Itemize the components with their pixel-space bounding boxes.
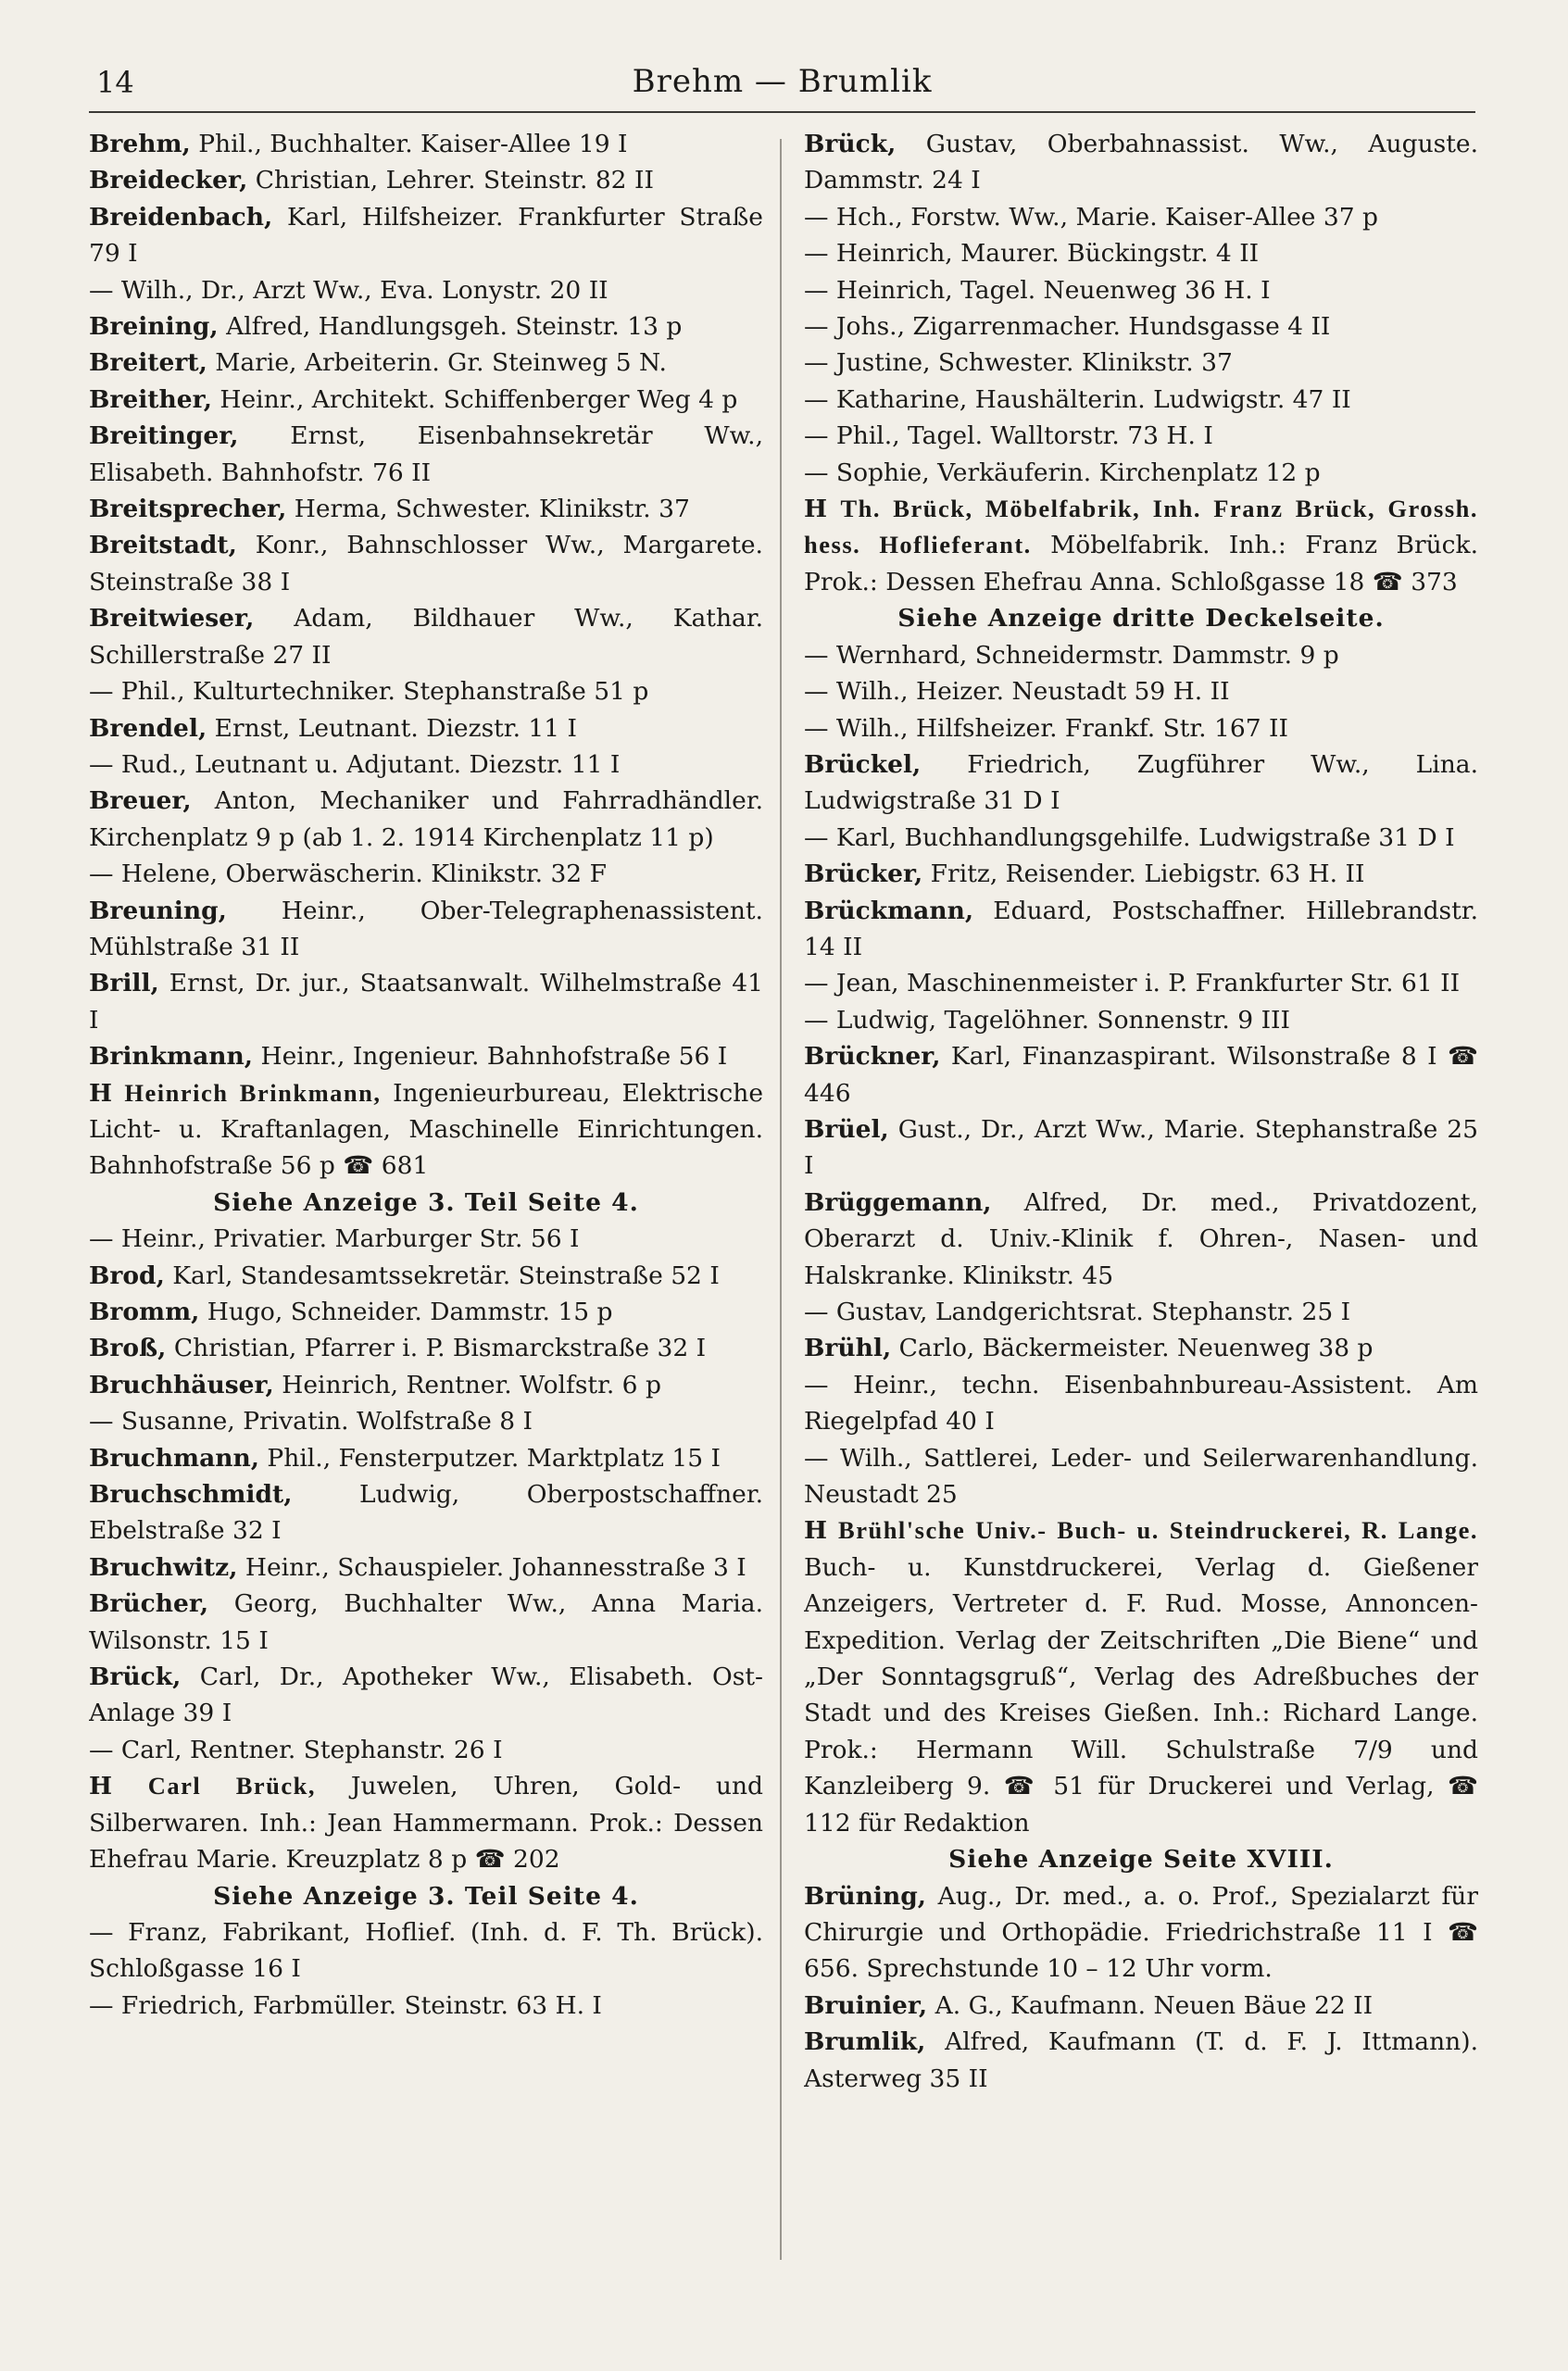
entry-details: Gustav, Oberbahnassist. Ww., Auguste. Dammstr. 24 I (804, 130, 1478, 195)
entry-details: Herma, Schwester. Klinikstr. 37 (286, 495, 690, 524)
entry-details: — Phil., Tagel. Walltorstr. 73 H. I (804, 421, 1213, 451)
entry-details: — Katharine, Haushälterin. Ludwigstr. 47 II (804, 384, 1351, 414)
entry-surname: Breidecker, (89, 166, 248, 195)
entry-details: — Johs., Zigarrenmacher. Hundsgasse 4 II (804, 312, 1331, 342)
firm-name: Heinrich Brinkmann, (124, 1078, 382, 1107)
entry-details: Fritz, Reisender. Liebigstr. 63 H. II (922, 859, 1365, 889)
entry-details: — Hch., Forstw. Ww., Marie. Kaiser-Allee 37 p (804, 202, 1379, 232)
entry-details: Christian, Pfarrer i. P. Bismarckstraße 32 I (166, 1334, 707, 1363)
entry-surname: Breidenbach, (89, 202, 273, 232)
ad-reference-note: Siehe Anzeige Seite XVIII. (948, 1845, 1334, 1875)
firm-entry (804, 1512, 1478, 1841)
right-column (804, 126, 1478, 2330)
directory-entry (804, 965, 1478, 1001)
directory-entry (804, 455, 1478, 491)
entry-details: Heinr., Ingenieur. Bahnhofstraße 56 I (253, 1042, 728, 1072)
entry-details: Karl, Standesamtssekretär. Steinstraße 52 I (164, 1261, 720, 1290)
entry-surname: Bromm, (89, 1298, 200, 1326)
directory-entry (89, 491, 763, 527)
entry-details: Ludwig, Oberpostschaffner. Ebelstraße 32 I (89, 1480, 763, 1546)
entry-surname: Breitsprecher, (89, 495, 287, 524)
entry-surname: Brüel, (804, 1114, 889, 1144)
directory-entry (804, 345, 1478, 381)
entry-details: Ingenieurbureau, Elektrische Licht- u. Kraftanlagen, Maschinelle Einrichtungen. Bahnhofstraße 56 p ☎ 681 (89, 1078, 763, 1181)
firm-entry (804, 491, 1478, 600)
entry-details: — Wilh., Sattlerei, Leder- und Seilerwarenhandlung. Neustadt 25 (804, 1443, 1478, 1510)
directory-entry (89, 893, 763, 966)
directory-entry (89, 1988, 763, 2024)
entry-surname: Brinkmann, (89, 1042, 254, 1072)
entry-surname: Brumlik, (804, 2027, 926, 2057)
entry-details: Karl, Finanzaspirant. Wilsonstraße 8 I ☎ 446 (804, 1042, 1478, 1108)
entry-surname: Broß, (89, 1334, 167, 1363)
entry-details: Alfred, Kaufmann (T. d. F. J. Ittmann). Asterweg 35 II (804, 2027, 1478, 2093)
entry-details: Gust., Dr., Arzt Ww., Marie. Stephanstraße 25 I (804, 1114, 1478, 1181)
entry-surname: H (804, 1516, 839, 1546)
directory-entry (804, 637, 1478, 673)
directory-entry (804, 126, 1478, 199)
directory-entry (804, 746, 1478, 820)
directory-entry (89, 1914, 763, 1988)
entry-details: Juwelen, Uhren, Gold- und Silberwaren. Inh.: Jean Hammermann. Prok.: Dessen Ehefrau Marie. Kreuzplatz 8 p ☎ 202 (89, 1772, 763, 1875)
entry-details: Konr., Bahnschlosser Ww., Margarete. Steinstraße 38 I (89, 531, 763, 596)
entry-details: — Heinr., techn. Eisenbahnbureau-Assistent. Am Riegelpfad 40 I (804, 1370, 1478, 1436)
entry-surname: Bruinier, (804, 1990, 928, 2020)
directory-entry (804, 418, 1478, 454)
directory-entry (89, 345, 763, 381)
entry-surname: Brehm, (89, 130, 191, 158)
directory-entry (89, 600, 763, 673)
entry-details: — Rud., Leutnant u. Adjutant. Diezstr. 11 I (89, 749, 621, 779)
entry-surname: Brücker, (804, 859, 923, 889)
directory-entry (89, 1586, 763, 1659)
entry-details: Christian, Lehrer. Steinstr. 82 II (247, 166, 654, 195)
entry-details: Buch- u. Kunstdruckerei, Verlag d. Gießener Anzeigers, Vertreter d. F. Rud. Mosse, Annoncen-Expedition. Verlag der Zeitschriften „Die Biene“ und „Der Sonntagsgruß“, Verlag des Adreßbuches der Stadt und des Kreises Gießen. Inh.: Richard Lange. Prok.: Hermann Will. Schulstraße 7/9 und Kanzleiberg 9. ☎ 51 für Druckerei und Verlag, ☎ 112 für Redaktion (804, 1552, 1478, 1838)
entry-details: Anton, Mechaniker und Fahrradhändler. Kirchenplatz 9 p (ab 1. 2. 1914 Kirchenplatz 11 p) (89, 786, 763, 852)
entry-details: Heinr., Architekt. Schiffenberger Weg 4 p (211, 384, 738, 414)
entry-details: — Ludwig, Tagelöhner. Sonnenstr. 9 III (804, 1005, 1290, 1035)
entry-surname: Bruchhäuser, (89, 1370, 274, 1399)
entry-details: A. G., Kaufmann. Neuen Bäue 22 II (927, 1990, 1374, 2020)
entry-surname: Brendel, (89, 713, 207, 743)
ad-reference-note: Siehe Anzeige 3. Teil Seite 4. (213, 1187, 639, 1217)
running-title: Brehm — Brumlik (632, 63, 933, 100)
entry-surname: Breuning, (89, 896, 227, 925)
page-number: 14 (96, 65, 134, 100)
entry-details: — Sophie, Verkäuferin. Kirchenplatz 12 p (804, 458, 1321, 487)
entry-surname: Brühl, (804, 1334, 892, 1363)
entry-details: Georg, Buchhalter Ww., Anna Maria. Wilsonstr. 15 I (89, 1589, 763, 1655)
directory-entry (804, 1111, 1478, 1185)
firm-name: Th. Brück, Möbelfabrik, Inh. Franz Brück, Grossh. hess. Hoflieferant. (804, 495, 1478, 559)
directory-entry (804, 673, 1478, 709)
directory-entry (804, 308, 1478, 345)
entry-details: — Susanne, Privatin. Wolfstraße 8 I (89, 1407, 533, 1436)
directory-entry (89, 746, 763, 783)
entry-surname: Brückmann, (804, 896, 974, 925)
directory-entry (804, 1988, 1478, 2024)
directory-entry (804, 1038, 1478, 1111)
entry-details: Heinrich, Rentner. Wolfstr. 6 p (273, 1370, 661, 1399)
directory-entry (89, 1549, 763, 1586)
directory-entry (804, 1294, 1478, 1330)
firm-entry (89, 1075, 763, 1185)
directory-entry (804, 1367, 1478, 1440)
entry-details: — Heinrich, Maurer. Bückingstr. 4 II (804, 239, 1260, 269)
firm-name: Carl Brück, (147, 1772, 317, 1800)
directory-entry (804, 1185, 1478, 1294)
entry-details: — Wilh., Dr., Arzt Ww., Eva. Lonystr. 20 II (89, 275, 608, 305)
entry-surname: Bruchschmidt, (89, 1480, 293, 1510)
directory-entry (89, 162, 763, 198)
entry-details: — Carl, Rentner. Stephanstr. 26 I (89, 1735, 503, 1764)
entry-surname: Breining, (89, 312, 219, 342)
entry-surname: Breuer, (89, 786, 192, 816)
directory-entry (89, 1367, 763, 1403)
entry-details: — Jean, Maschinenmeister i. P. Frankfurter Str. 61 II (804, 969, 1461, 998)
entry-surname: Brüggemann, (804, 1187, 992, 1217)
entry-details: Marie, Arbeiterin. Gr. Steinweg 5 N. (207, 348, 667, 378)
directory-entry (89, 1038, 763, 1074)
directory-entry (804, 820, 1478, 856)
entry-details: Hugo, Schneider. Dammstr. 15 p (199, 1298, 613, 1326)
entry-details: — Phil., Kulturtechniker. Stephanstraße 51 p (89, 677, 649, 707)
directory-entry (89, 673, 763, 709)
entry-details: Phil., Buchhalter. Kaiser-Allee 19 I (190, 130, 628, 158)
directory-entry (89, 1330, 763, 1366)
entry-surname: Brücher, (89, 1589, 209, 1619)
entry-details: Heinr., Schauspieler. Johannesstraße 3 I (237, 1552, 746, 1582)
directory-entry (89, 783, 763, 856)
directory-entry (804, 2024, 1478, 2097)
entry-surname: Brückner, (804, 1042, 941, 1072)
entry-surname: Bruchmann, (89, 1443, 259, 1473)
column-divider (780, 139, 782, 2260)
ad-reference-note: Siehe Anzeige dritte Deckelseite. (897, 604, 1385, 634)
entry-surname: H (89, 1078, 125, 1108)
directory-entry (804, 382, 1478, 418)
entry-details: Ernst, Leutnant. Diezstr. 11 I (207, 713, 578, 743)
directory-entry (89, 272, 763, 308)
directory-entry (804, 710, 1478, 746)
entry-details: Heinr., Ober-Telegraphenassistent. Mühlstraße 31 II (89, 896, 763, 961)
directory-entry (89, 710, 763, 746)
entry-details: Carlo, Bäckermeister. Neuenweg 38 p (891, 1334, 1374, 1363)
directory-entry (89, 1403, 763, 1439)
page-header (89, 59, 1475, 113)
directory-entry (804, 235, 1478, 271)
directory-entry (89, 527, 763, 600)
entry-details: Karl, Hilfsheizer. Frankfurter Straße 79 I (89, 202, 763, 269)
entry-surname: Breitinger, (89, 421, 239, 451)
entry-surname: Breitert, (89, 348, 207, 378)
entry-details: Aug., Dr. med., a. o. Prof., Spezialarzt für Chirurgie und Orthopädie. Friedrichstraße 11 I ☎ 656. Sprechstunde 10 – 12 Uhr vorm. (804, 1881, 1478, 1984)
directory-entry (89, 308, 763, 345)
directory-entry (804, 1002, 1478, 1038)
entry-details: Alfred, Dr. med., Privatdozent, Oberarzt d. Univ.-Klinik f. Ohren-, Nasen- und Halskranke. Klinikstr. 45 (804, 1187, 1478, 1290)
firm-name: Brühl'sche Univ.- Buch- u. Steindruckerei, R. Lange. (838, 1516, 1478, 1545)
entry-details: — Karl, Buchhandlungsgehilfe. Ludwigstraße 31 D I (804, 822, 1455, 852)
directory-entry (89, 199, 763, 272)
directory-entry (804, 199, 1478, 235)
entry-details: Eduard, Postschaffner. Hillebrandstr. 14 II (804, 896, 1478, 961)
entry-details: — Helene, Oberwäscherin. Klinikstr. 32 F (89, 859, 607, 889)
directory-entry (89, 1294, 763, 1330)
entry-details: — Heinr., Privatier. Marburger Str. 56 I (89, 1224, 580, 1254)
entry-details: — Heinrich, Tagel. Neuenweg 36 H. I (804, 275, 1271, 305)
directory-entry (89, 418, 763, 491)
directory-entry (89, 965, 763, 1038)
entry-surname: Breitstadt, (89, 531, 237, 560)
firm-entry (89, 1768, 763, 1877)
entry-details: Carl, Dr., Apotheker Ww., Elisabeth. Ost-Anlage 39 I (89, 1662, 763, 1728)
entry-details: Ernst, Dr. jur., Staatsanwalt. Wilhelmstraße 41 I (89, 969, 763, 1035)
entry-details: Phil., Fensterputzer. Marktplatz 15 I (259, 1443, 721, 1473)
entry-surname: Brück, (804, 130, 897, 158)
entry-surname: Brück, (89, 1662, 182, 1692)
entry-surname: Brüning, (804, 1881, 926, 1911)
entry-details: Alfred, Handlungsgeh. Steinstr. 13 p (218, 312, 683, 342)
entry-details: Adam, Bildhauer Ww., Kathar. Schillerstraße 27 II (89, 604, 763, 670)
directory-entry (804, 272, 1478, 308)
entry-surname: Brill, (89, 969, 159, 998)
entry-details: Möbelfabrik. Inh.: Franz Brück. Prok.: Dessen Ehefrau Anna. Schloßgasse 18 ☎ 373 (804, 531, 1478, 596)
directory-entry (804, 1440, 1478, 1513)
entry-details: Ernst, Eisenbahnsekretär Ww., Elisabeth. Bahnhofstr. 76 II (89, 421, 763, 487)
entry-details: — Gustav, Landgerichtsrat. Stephanstr. 25 I (804, 1298, 1351, 1326)
directory-entry (804, 1330, 1478, 1366)
entry-details: — Wilh., Hilfsheizer. Frankf. Str. 167 II (804, 713, 1288, 743)
entry-surname: H (89, 1772, 148, 1801)
entry-surname: Breither, (89, 384, 212, 414)
entry-details: — Wernhard, Schneidermstr. Dammstr. 9 p (804, 640, 1339, 670)
entry-details: — Franz, Fabrikant, Hoflief. (Inh. d. F. Th. Brück). Schloßgasse 16 I (89, 1917, 763, 1984)
directory-entry (89, 1659, 763, 1732)
directory-entry (89, 126, 763, 162)
directory-entry (89, 1732, 763, 1768)
left-column (89, 126, 763, 2330)
directory-entry (89, 1476, 763, 1549)
entry-surname: Brod, (89, 1261, 165, 1290)
directory-entry (89, 382, 763, 418)
entry-details: — Friedrich, Farbmüller. Steinstr. 63 H. I (89, 1990, 602, 2020)
directory-entry (89, 1258, 763, 1294)
ad-reference-note: Siehe Anzeige 3. Teil Seite 4. (213, 1881, 639, 1911)
directory-entry (804, 856, 1478, 892)
entry-surname: Brückel, (804, 749, 922, 779)
entry-details: — Justine, Schwester. Klinikstr. 37 (804, 348, 1233, 378)
entry-surname: Bruchwitz, (89, 1552, 238, 1582)
entry-surname: Breitwieser, (89, 604, 255, 634)
entry-surname: H (804, 495, 841, 524)
directory-entry (804, 1878, 1478, 1988)
entry-details: Friedrich, Zugführer Ww., Lina. Ludwigstraße 31 D I (804, 749, 1478, 816)
directory-entry (89, 1221, 763, 1257)
directory-entry (89, 856, 763, 892)
directory-entry (89, 1440, 763, 1476)
entry-details: — Wilh., Heizer. Neustadt 59 H. II (804, 677, 1230, 707)
directory-entry (804, 893, 1478, 966)
